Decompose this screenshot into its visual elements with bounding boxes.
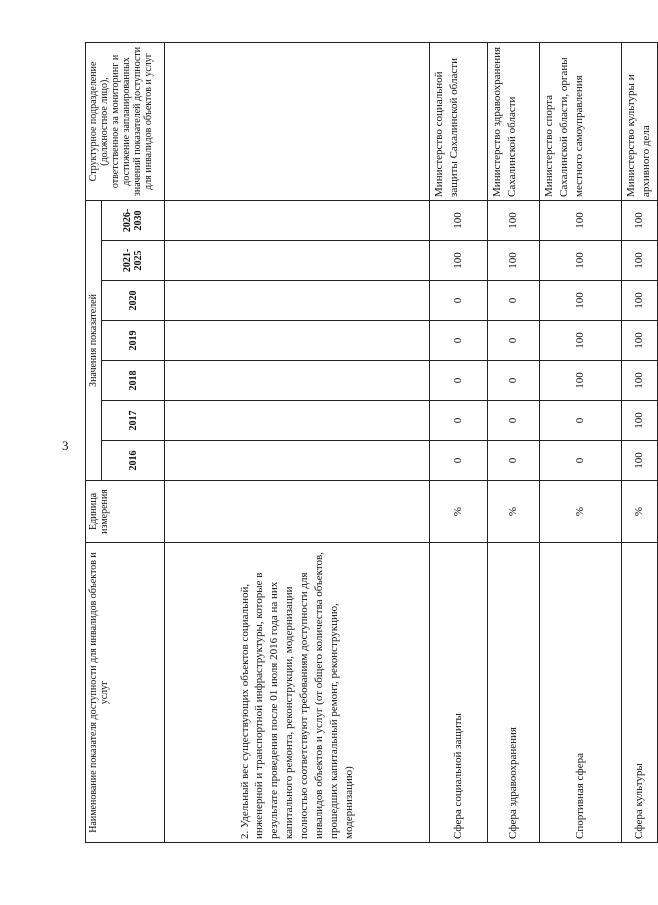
indicator-value: 0 [430, 281, 488, 321]
table-row [430, 42, 488, 842]
header-year: 2016 [102, 441, 165, 481]
indicator-value: 100 [540, 361, 622, 401]
indicator-value [165, 281, 430, 321]
indicator-value: 100 [540, 241, 622, 281]
indicator-value: 100 [488, 241, 540, 281]
indicator-value: 0 [430, 361, 488, 401]
indicator-value [165, 361, 430, 401]
header-values: Значения показателей [86, 200, 102, 480]
responsible-org [165, 42, 430, 200]
indicator-value: 100 [622, 321, 658, 361]
indicator-value: 100 [622, 401, 658, 441]
indicator-value: 100 [430, 241, 488, 281]
indicator-name: Сфера здравоохранения [488, 543, 540, 843]
indicator-value: 0 [488, 361, 540, 401]
indicator-value: 0 [488, 281, 540, 321]
indicator-value: 0 [488, 321, 540, 361]
accessibility-indicators-table [85, 42, 658, 843]
responsible-org: Министерство социальной защиты Сахалинской области [430, 42, 488, 200]
indicator-unit [165, 481, 430, 543]
indicator-value: 100 [540, 321, 622, 361]
responsible-org: Министерство спорта Сахалинской области, органы местного самоуправления [540, 42, 622, 200]
indicator-value: 0 [540, 401, 622, 441]
indicator-value [165, 200, 430, 240]
indicator-name: Сфера социальной защиты [430, 543, 488, 843]
indicator-name: 2. Удельный вес существующих объектов социальной, инженерной и транспортной инфраструктуры, которые в результате проведения после 01 июля 2016 года на них капитального ремонта, реконструкции, модернизации полностью соответствуют требованиям доступности для инвалидов объектов и услуг (от общего количества объектов, прошедших капитальный ремонт, реконструкцию, модернизацию) [165, 543, 430, 843]
indicator-value: 100 [622, 441, 658, 481]
indicator-value: 100 [540, 200, 622, 240]
indicator-unit: % [430, 481, 488, 543]
indicator-value: 100 [540, 281, 622, 321]
table-row [540, 42, 622, 842]
indicator-value: 0 [540, 441, 622, 481]
table-row [622, 42, 658, 842]
indicator-name: Спортивная сфера [540, 543, 622, 843]
indicator-value [165, 441, 430, 481]
responsible-org: Министерство культуры и архивного дела [622, 42, 658, 200]
indicator-value: 0 [488, 401, 540, 441]
indicator-value [165, 241, 430, 281]
indicator-value: 100 [488, 200, 540, 240]
indicator-value [165, 321, 430, 361]
responsible-org: Министерство здравоохранения Сахалинской области [488, 42, 540, 200]
indicator-value: 100 [622, 281, 658, 321]
header-year: 2018 [102, 361, 165, 401]
indicator-value: 100 [430, 200, 488, 240]
indicator-value [165, 401, 430, 441]
page-number: 3 [62, 438, 69, 453]
indicator-name: Сфера культуры [622, 543, 658, 843]
table-row [165, 42, 430, 842]
header-name: Наименование показателя доступности для инвалидов объектов и услуг [86, 543, 165, 843]
indicator-unit: % [622, 481, 658, 543]
indicator-value: 100 [622, 200, 658, 240]
header-responsible: Структурное подразделение (должностное лицо), ответственное за мониторинг и достижение запланированных значений показателей доступности для инвалидов объектов и услуг [86, 42, 165, 200]
indicator-unit: % [488, 481, 540, 543]
header-year: 2020 [102, 281, 165, 321]
header-year: 2017 [102, 401, 165, 441]
indicator-value: 0 [430, 401, 488, 441]
header-year: 2019 [102, 321, 165, 361]
header-year: 2026-2030 [102, 200, 165, 240]
indicator-unit: % [540, 481, 622, 543]
header-year: 2021-2025 [102, 241, 165, 281]
indicator-value: 0 [430, 441, 488, 481]
indicator-value: 100 [622, 241, 658, 281]
indicator-value: 100 [622, 361, 658, 401]
indicator-value: 0 [488, 441, 540, 481]
rotated-table-container [85, 43, 652, 843]
header-unit: Единица измерения [86, 481, 165, 543]
indicator-value: 0 [430, 321, 488, 361]
table-row [488, 42, 540, 842]
